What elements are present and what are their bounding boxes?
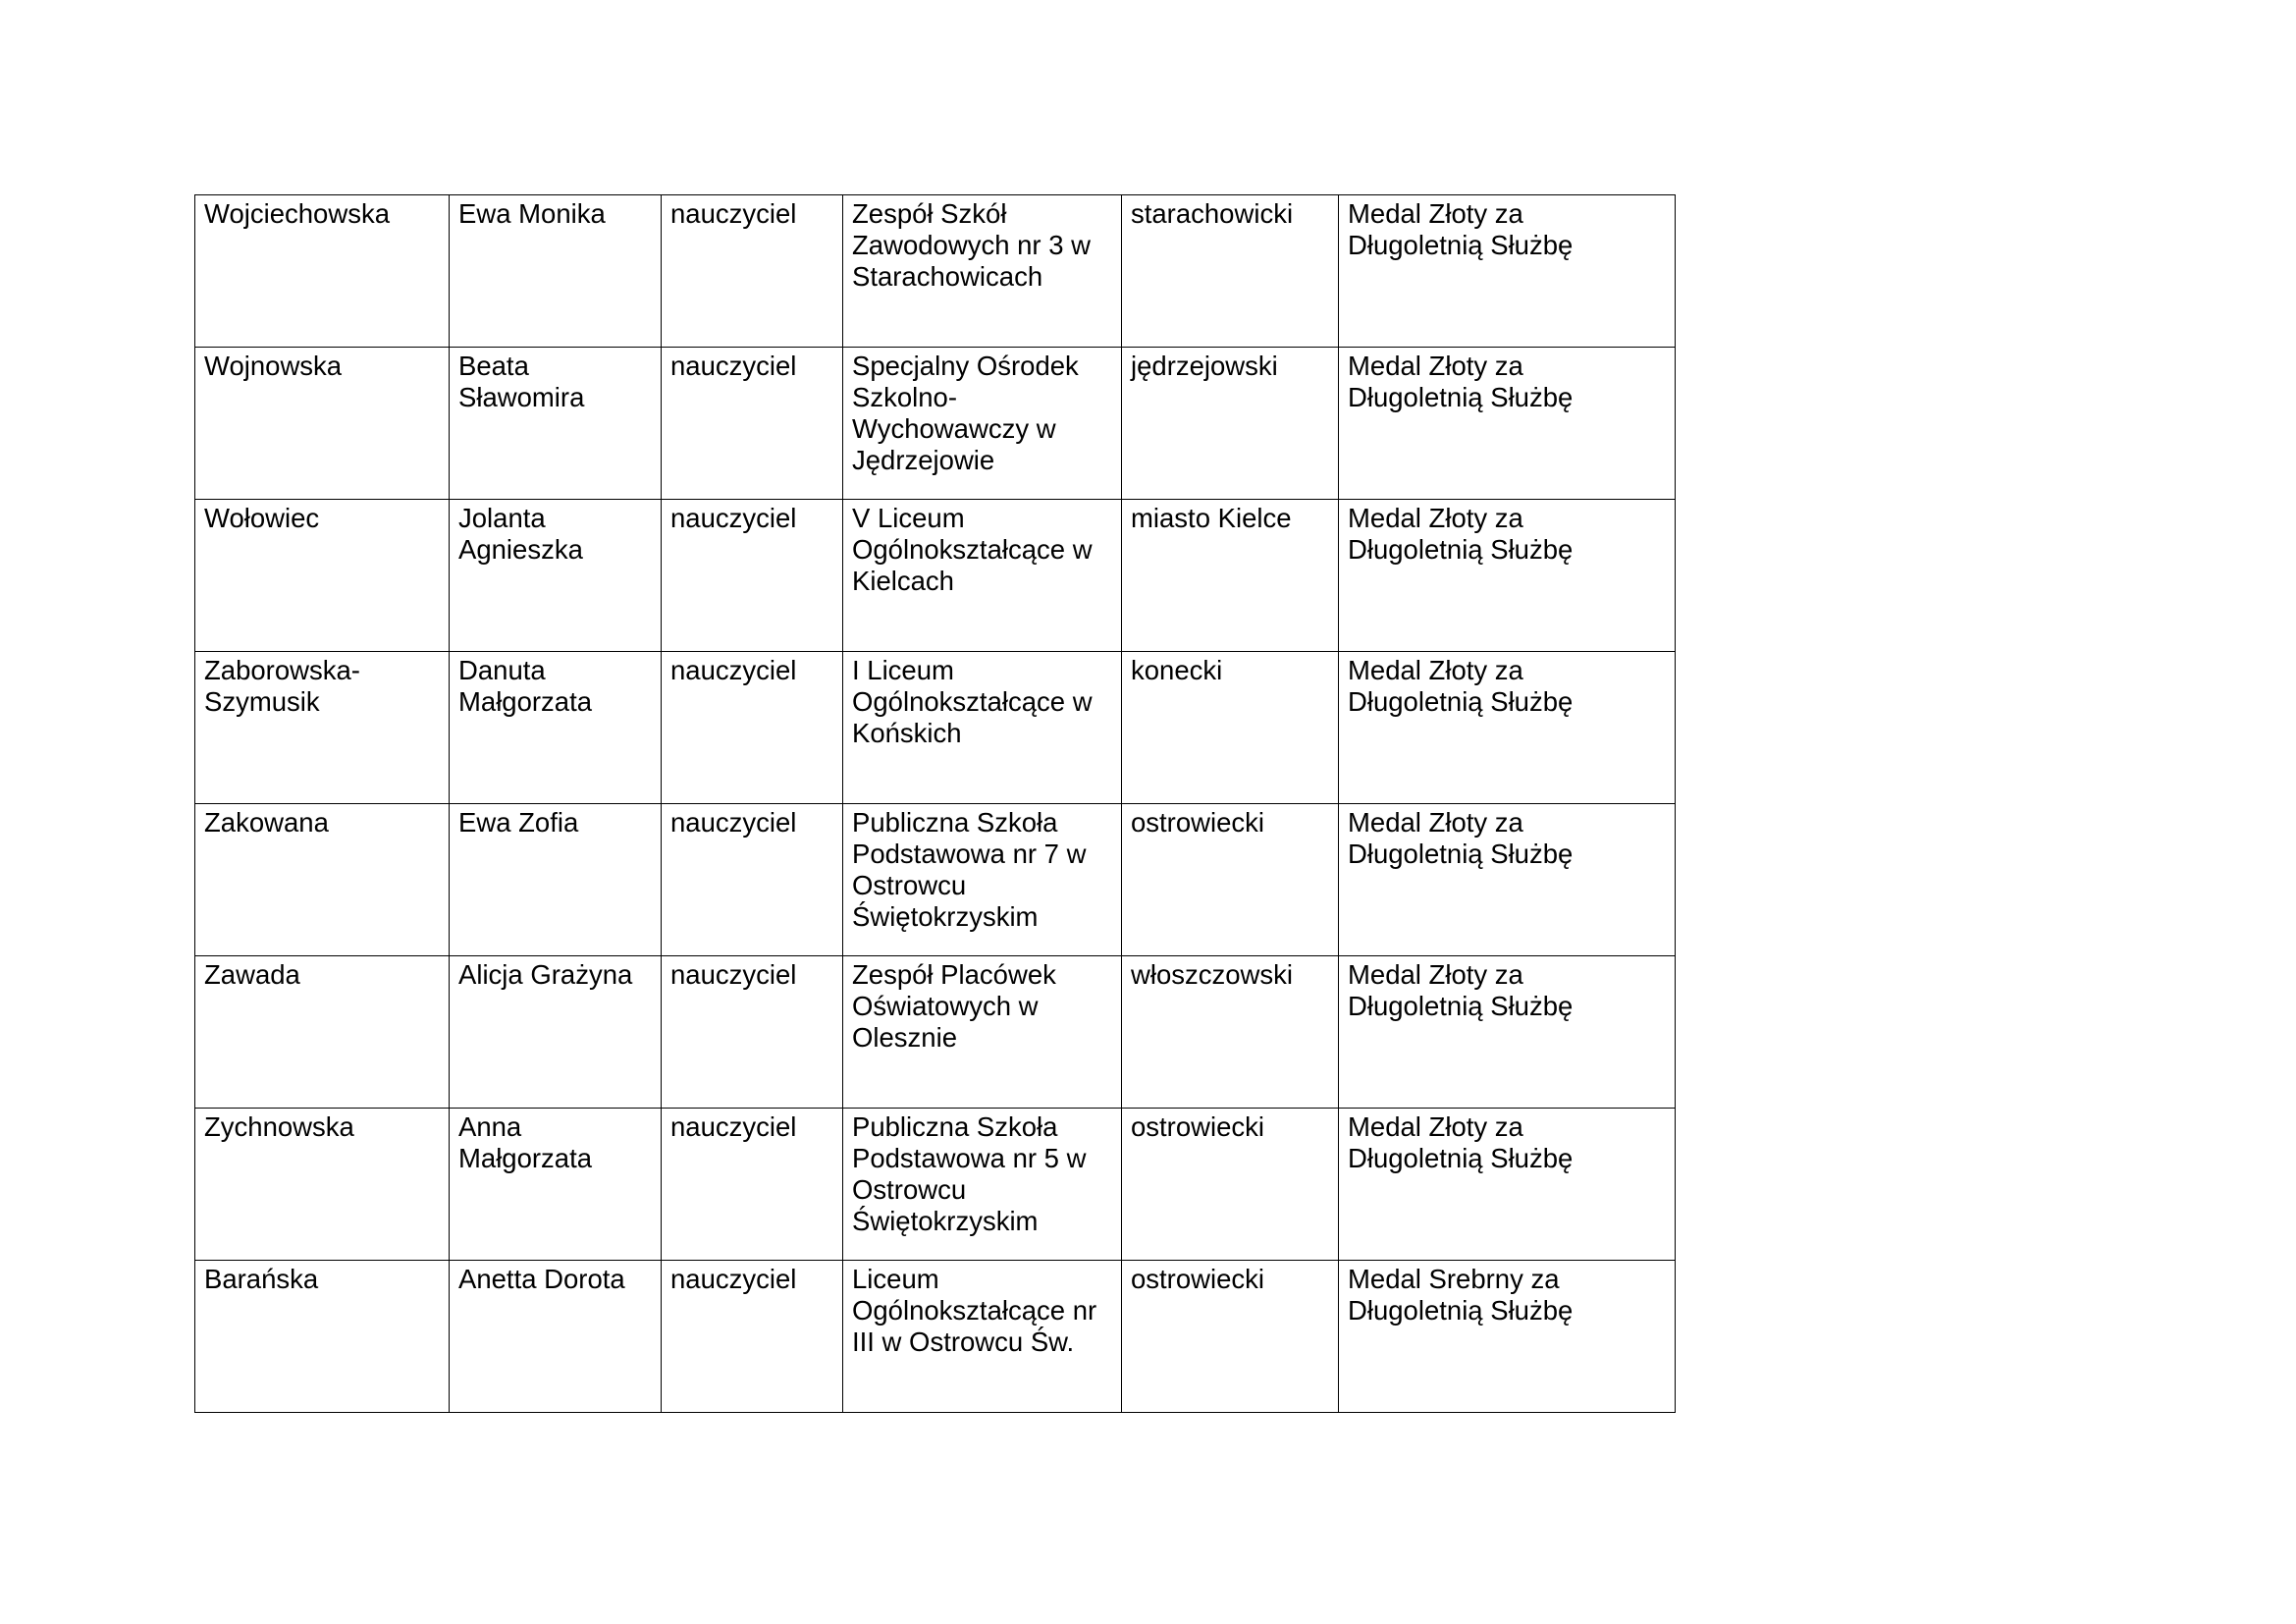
surname-cell: Zawada [195, 956, 450, 1109]
position-cell: nauczyciel [662, 1261, 843, 1413]
given-names-cell: Alicja Grażyna [450, 956, 662, 1109]
district-cell: miasto Kielce [1122, 500, 1339, 652]
table-row [195, 500, 1676, 652]
district-cell: konecki [1122, 652, 1339, 804]
award-cell: Medal Złoty za Długoletnią Służbę [1339, 348, 1676, 500]
surname-cell: Wojnowska [195, 348, 450, 500]
position-cell: nauczyciel [662, 652, 843, 804]
district-cell: ostrowiecki [1122, 1261, 1339, 1413]
position-cell: nauczyciel [662, 195, 843, 348]
table-row [195, 1109, 1676, 1261]
position-cell: nauczyciel [662, 804, 843, 956]
surname-cell: Zaborowska- Szymusik [195, 652, 450, 804]
school-cell: Zespół Placówek Oświatowych w Olesznie [843, 956, 1122, 1109]
table-row [195, 956, 1676, 1109]
given-names-cell: Jolanta Agnieszka [450, 500, 662, 652]
surname-cell: Wołowiec [195, 500, 450, 652]
table-row [195, 1261, 1676, 1413]
given-names-cell: Anna Małgorzata [450, 1109, 662, 1261]
school-cell: Zespół Szkół Zawodowych nr 3 w Starachowicach [843, 195, 1122, 348]
given-names-cell: Beata Sławomira [450, 348, 662, 500]
given-names-cell: Ewa Zofia [450, 804, 662, 956]
award-cell: Medal Złoty za Długoletnią Służbę [1339, 500, 1676, 652]
award-cell: Medal Złoty za Długoletnią Służbę [1339, 956, 1676, 1109]
school-cell: V Liceum Ogólnokształcące w Kielcach [843, 500, 1122, 652]
school-cell: Specjalny Ośrodek Szkolno- Wychowawczy w Jędrzejowie [843, 348, 1122, 500]
table-row [195, 348, 1676, 500]
awards-table [194, 194, 1676, 1413]
position-cell: nauczyciel [662, 500, 843, 652]
surname-cell: Zychnowska [195, 1109, 450, 1261]
given-names-cell: Anetta Dorota [450, 1261, 662, 1413]
position-cell: nauczyciel [662, 348, 843, 500]
table-row [195, 652, 1676, 804]
district-cell: włoszczowski [1122, 956, 1339, 1109]
award-cell: Medal Złoty za Długoletnią Służbę [1339, 1109, 1676, 1261]
given-names-cell: Ewa Monika [450, 195, 662, 348]
district-cell: starachowicki [1122, 195, 1339, 348]
school-cell: Publiczna Szkoła Podstawowa nr 5 w Ostrowcu Świętokrzyskim [843, 1109, 1122, 1261]
surname-cell: Barańska [195, 1261, 450, 1413]
given-names-cell: Danuta Małgorzata [450, 652, 662, 804]
award-cell: Medal Złoty za Długoletnią Służbę [1339, 195, 1676, 348]
district-cell: ostrowiecki [1122, 804, 1339, 956]
table-row [195, 804, 1676, 956]
district-cell: jędrzejowski [1122, 348, 1339, 500]
award-cell: Medal Srebrny za Długoletnią Służbę [1339, 1261, 1676, 1413]
surname-cell: Wojciechowska [195, 195, 450, 348]
table-row [195, 195, 1676, 348]
school-cell: I Liceum Ogólnokształcące w Końskich [843, 652, 1122, 804]
school-cell: Liceum Ogólnokształcące nr III w Ostrowcu Św. [843, 1261, 1122, 1413]
position-cell: nauczyciel [662, 956, 843, 1109]
award-cell: Medal Złoty za Długoletnią Służbę [1339, 652, 1676, 804]
district-cell: ostrowiecki [1122, 1109, 1339, 1261]
school-cell: Publiczna Szkoła Podstawowa nr 7 w Ostrowcu Świętokrzyskim [843, 804, 1122, 956]
position-cell: nauczyciel [662, 1109, 843, 1261]
surname-cell: Zakowana [195, 804, 450, 956]
award-cell: Medal Złoty za Długoletnią Służbę [1339, 804, 1676, 956]
